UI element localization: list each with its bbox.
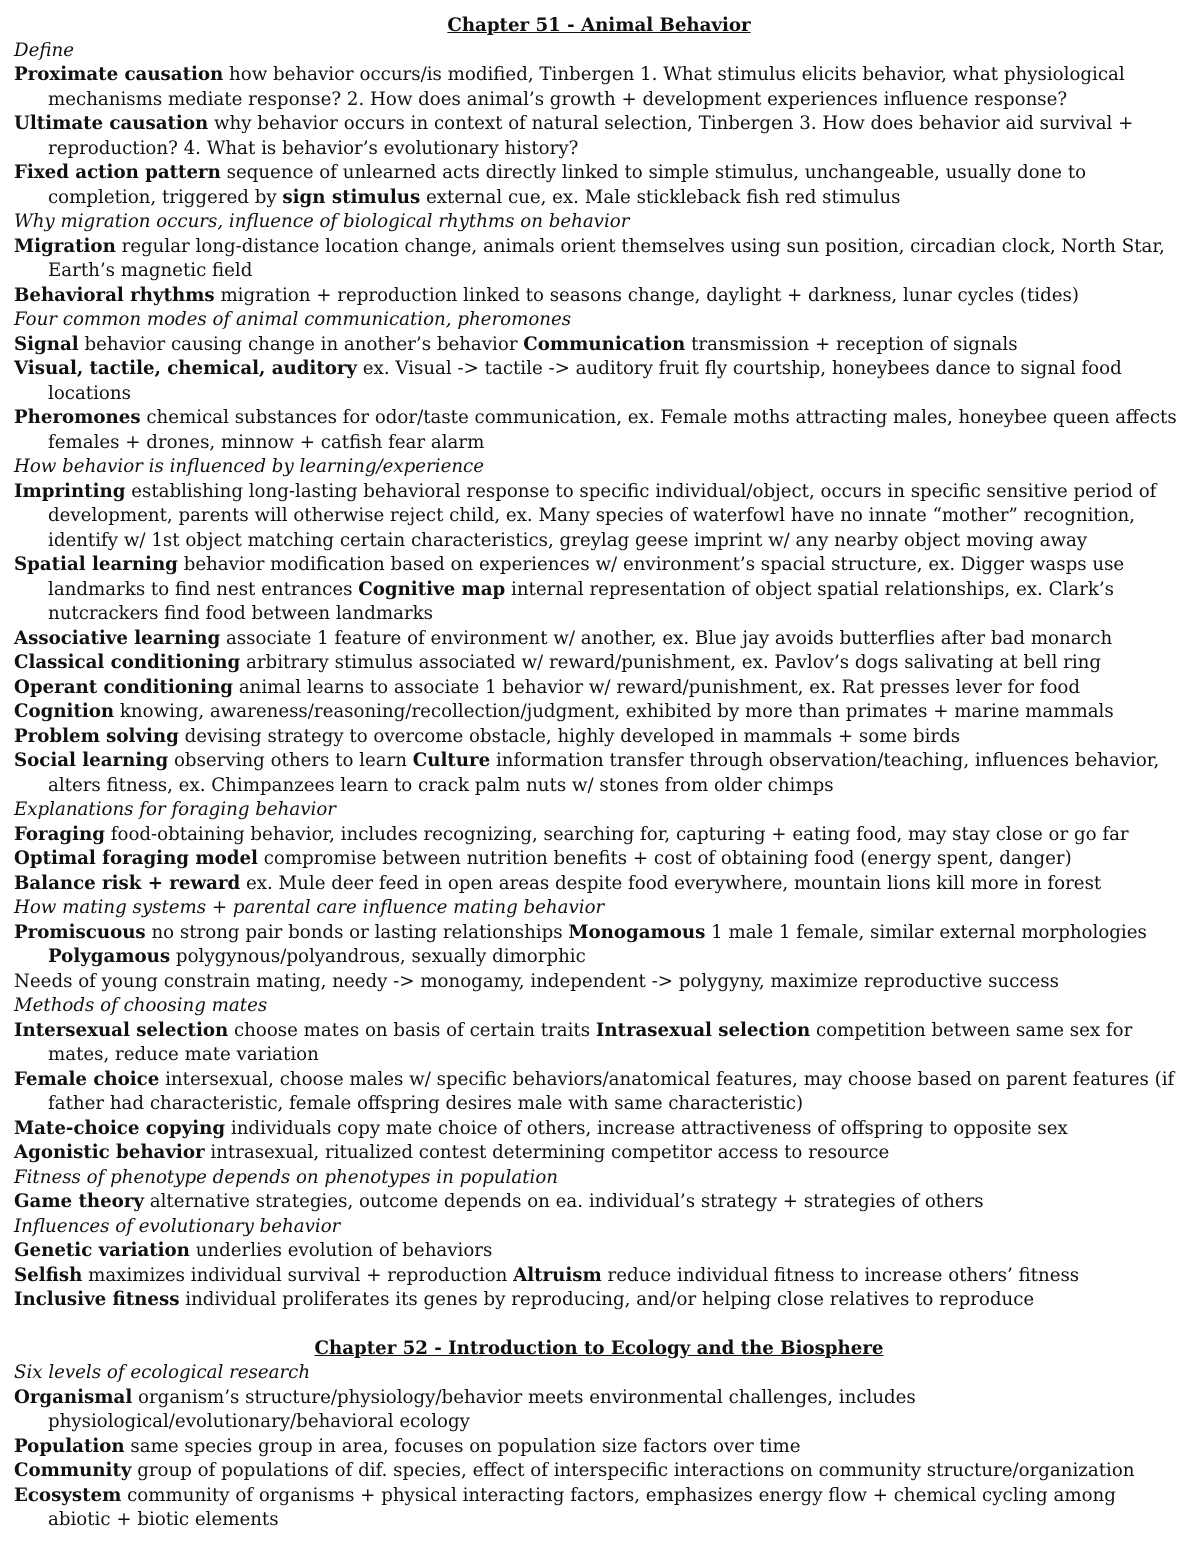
definition-entry	[14, 63, 1184, 112]
definition-entry	[14, 823, 1184, 848]
definition-entry	[14, 357, 1184, 406]
term: Social learning	[14, 750, 169, 771]
definition-entry	[14, 872, 1184, 897]
term: Operant conditioning	[14, 676, 234, 698]
term: sign stimulus	[282, 186, 421, 208]
definition-entry	[14, 284, 1184, 309]
definition-text: why behavior occurs in context of natural selection, Tinbergen 3. How does behavior aid survival + reproduction? 4. What is behavior’s evolutionary history?	[48, 113, 1134, 159]
definition-text: reduce individual fitness to increase others’ fitness	[601, 1264, 1080, 1286]
section-heading: Four common modes of animal communication, pheromones	[14, 309, 572, 330]
definition-entry	[14, 1141, 1184, 1166]
definition-text: competition between same sex for mates, reduce mate variation	[48, 1019, 1133, 1065]
definition-text: organism’s structure/physiology/behavior meets environmental challenges, includes physiological/evolutionary/behavioral ecology	[48, 1386, 916, 1432]
term: Classical conditioning	[14, 652, 241, 673]
term: Population	[14, 1435, 125, 1457]
definition-entry	[14, 1117, 1184, 1142]
definition-entry	[14, 847, 1184, 872]
definition-entry	[14, 1019, 1184, 1068]
definition-text: arbitrary stimulus associated w/ reward/punishment, ex. Pavlov’s dogs salivating at bell ring	[240, 652, 1102, 673]
term: Monogamous	[568, 921, 706, 943]
definition-entry	[14, 553, 1184, 627]
definition-text: group of populations of dif. species, effect of interspecific interactions on community structure/organization	[131, 1460, 1135, 1481]
term: Community	[14, 1460, 132, 1481]
definition-text: choose mates on basis of certain traits	[228, 1019, 596, 1041]
term: Associative learning	[14, 627, 221, 649]
definition-entry	[14, 235, 1184, 284]
definition-text: establishing long-lasting behavioral response to specific individual/object, occurs in specific sensitive period of development, parents will otherwise reject child, ex. Many species of waterfowl have no innate “mother” recognition, identify w/ 1st object matching certain characteristics, greylag geese imprint w/ any nearby object moving away	[48, 480, 1157, 551]
definition-text: intrasexual, ritualized contest determining competitor access to resource	[204, 1142, 890, 1163]
definition-entry	[14, 970, 1184, 995]
term: Ecosystem	[14, 1484, 122, 1506]
definition-text: chemical substances for odor/taste communication, ex. Female moths attracting males, honeybee queen affects females + drones, minnow + catfish fear alarm	[48, 407, 1177, 453]
definition-entry	[14, 1386, 1184, 1435]
definition-text: associate 1 feature of environment w/ another, ex. Blue jay avoids butterflies after bad monarch	[220, 627, 1113, 649]
term: Communication	[523, 333, 686, 355]
term: Cognitive map	[358, 578, 506, 600]
definition-text: knowing, awareness/reasoning/recollection/judgment, exhibited by more than primates + marine mammals	[114, 701, 1114, 722]
definition-text: no strong pair bonds or lasting relationships	[145, 921, 569, 943]
definition-text: Needs of young constrain mating, needy -> monogamy, independent -> polygyny, maximize reproductive success	[14, 970, 1059, 992]
definition-text: sequence of unlearned acts directly linked to simple stimulus, unchangeable, usually done to completion, triggered by	[48, 162, 1087, 208]
term: Foraging	[14, 823, 105, 845]
term: Spatial learning	[14, 554, 178, 575]
term: Altruism	[513, 1264, 602, 1286]
term: Ultimate causation	[14, 113, 209, 134]
term: Fixed action pattern	[14, 162, 221, 183]
section-heading: Six levels of ecological research	[14, 1362, 311, 1383]
term: Migration	[14, 235, 116, 257]
definition-text: polygynous/polyandrous, sexually dimorphic	[170, 946, 586, 967]
definition-text: how behavior occurs/is modified, Tinbergen 1. What stimulus elicits behavior, what physiological mechanisms mediate response? 2. How does animal’s growth + development experiences influence response?	[48, 64, 1125, 110]
definition-entry	[14, 333, 1184, 358]
definition-text: information transfer through observation/teaching, influences behavior, alters fitness, ex. Chimpanzees learn to crack palm nuts w/ stones from older chimps	[48, 750, 1160, 796]
definition-text: intersexual, choose males w/ specific behaviors/anatomical features, may choose based on parent features (if father had characteristic, female offspring desires male with same characteristic)	[48, 1068, 1175, 1114]
definition-text: individuals copy mate choice of others, increase attractiveness of offspring to opposite sex	[225, 1117, 1068, 1139]
term: Problem solving	[14, 725, 179, 747]
term: Agonistic behavior	[14, 1142, 205, 1163]
definition-text: behavior causing change in another’s behavior	[78, 333, 524, 355]
definition-entry	[14, 112, 1184, 161]
definition-text: behavior modification based on experiences w/ environment’s spacial structure, ex. Digger wasps use landmarks to find nest entrances	[48, 554, 1125, 600]
term: Organismal	[14, 1386, 133, 1408]
definition-text: migration + reproduction linked to seasons change, daylight + darkness, lunar cycles (tides)	[214, 284, 1079, 306]
definition-entry	[14, 627, 1184, 652]
term: Proximate causation	[14, 64, 224, 85]
term: Intersexual selection	[14, 1019, 229, 1041]
definition-entry	[14, 1068, 1184, 1117]
definition-entry	[14, 480, 1184, 554]
term: Mate-choice copying	[14, 1117, 226, 1139]
term: Inclusive fitness	[14, 1289, 180, 1310]
term: Imprinting	[14, 480, 126, 502]
definition-text: maximizes individual survival + reproduction	[82, 1264, 514, 1286]
definition-entry	[14, 406, 1184, 455]
definition-text: external cue, ex. Male stickleback fish red stimulus	[420, 186, 901, 208]
definition-entry	[14, 1288, 1184, 1313]
definition-entry	[14, 700, 1184, 725]
section-heading: Explanations for foraging behavior	[14, 799, 336, 820]
term: Pheromones	[14, 407, 141, 428]
section-heading: Fitness of phenotype depends on phenotypes in population	[14, 1166, 559, 1188]
chapter-title: Chapter 51 - Animal Behavior	[447, 15, 751, 36]
definition-text: ex. Mule deer feed in open areas despite food everywhere, mountain lions kill more in forest	[240, 872, 1102, 894]
term: Balance risk + reward	[14, 872, 241, 894]
term: Behavioral rhythms	[14, 284, 215, 306]
section-heading: Influences of evolutionary behavior	[14, 1215, 341, 1237]
term: Optimal foraging model	[14, 848, 258, 869]
definition-entry	[14, 725, 1184, 750]
term: Genetic variation	[14, 1240, 190, 1261]
section-heading: How behavior is influenced by learning/experience	[14, 456, 484, 477]
definition-text: animal learns to associate 1 behavior w/ reward/punishment, ex. Rat presses lever for food	[233, 676, 1080, 698]
definition-text: internal representation of object spatial relationships, ex. Clark’s nutcrackers find food between landmarks	[48, 578, 1114, 624]
term: Polygamous	[48, 946, 171, 967]
definition-entry	[14, 1435, 1184, 1460]
definition-entry	[14, 921, 1184, 970]
definition-text: alternative strategies, outcome depends on ea. individual’s strategy + strategies of others	[143, 1191, 984, 1212]
definition-entry	[14, 1459, 1184, 1484]
definition-entry	[14, 1484, 1184, 1533]
term: Visual, tactile, chemical, auditory	[14, 358, 358, 379]
definition-entry	[14, 1239, 1184, 1264]
definition-text: devising strategy to overcome obstacle, highly developed in mammals + some birds	[178, 725, 961, 747]
definition-text: regular long-distance location change, animals orient themselves using sun position, circadian clock, North Star, Earth’s magnetic field	[48, 235, 1165, 281]
definition-text: same species group in area, focuses on population size factors over time	[124, 1435, 801, 1457]
definition-entry	[14, 749, 1184, 798]
definition-text: individual proliferates its genes by reproducing, and/or helping close relatives to reproduce	[179, 1289, 1035, 1310]
term: Female choice	[14, 1068, 160, 1090]
term: Culture	[412, 750, 491, 771]
term: Game theory	[14, 1191, 144, 1212]
definition-text: 1 male 1 female, similar external morphologies	[705, 921, 1147, 943]
definition-text: ex. Visual -> tactile -> auditory fruit fly courtship, honeybees dance to signal food locations	[48, 358, 1122, 404]
definition-entry	[14, 1264, 1184, 1289]
definition-entry	[14, 161, 1184, 210]
definition-text: food-obtaining behavior, includes recognizing, searching for, capturing + eating food, may stay close or go far	[104, 823, 1129, 845]
term: Cognition	[14, 701, 115, 722]
chapter-title: Chapter 52 - Introduction to Ecology and the Biosphere	[314, 1337, 884, 1359]
section-heading: Define	[14, 39, 74, 61]
definition-text: community of organisms + physical interacting factors, emphasizes energy flow + chemical cycling among abiotic + biotic elements	[48, 1484, 1116, 1530]
definition-text: underlies evolution of behaviors	[189, 1240, 493, 1261]
section-heading: Methods of choosing mates	[14, 995, 268, 1016]
section-heading: Why migration occurs, influence of biological rhythms on behavior	[14, 211, 630, 232]
definition-entry	[14, 676, 1184, 701]
definition-entry	[14, 1190, 1184, 1215]
definition-text: compromise between nutrition benefits + cost of obtaining food (energy spent, danger)	[257, 848, 1072, 869]
section-heading: How mating systems + parental care influence mating behavior	[14, 897, 605, 918]
definition-text: transmission + reception of signals	[685, 333, 1018, 355]
term: Promiscuous	[14, 921, 146, 943]
definition-entry	[14, 651, 1184, 676]
term: Signal	[14, 333, 79, 355]
definition-text: observing others to learn	[168, 750, 413, 771]
term: Intrasexual selection	[595, 1019, 811, 1041]
term: Selfish	[14, 1264, 83, 1286]
